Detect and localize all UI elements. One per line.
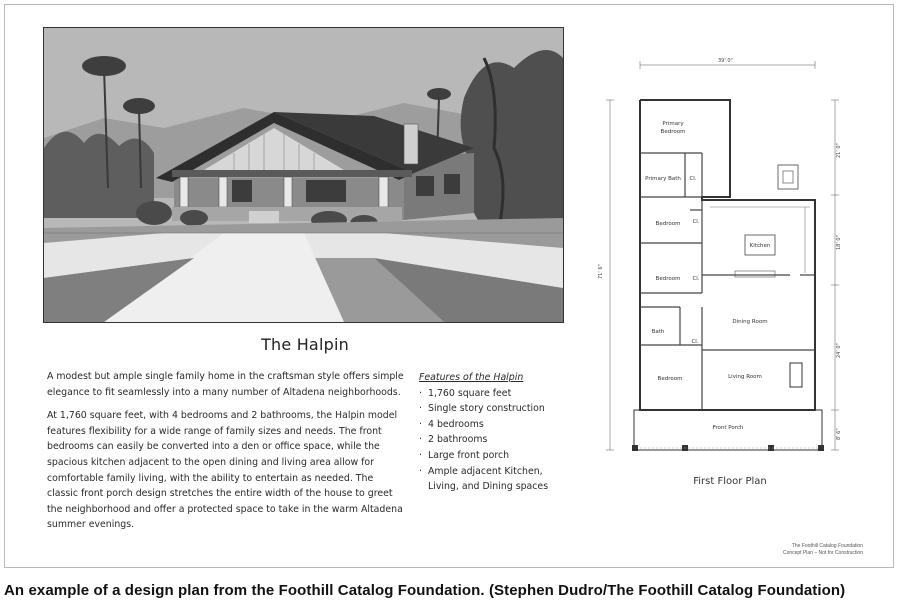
dimension-front: 24' 0": [836, 343, 842, 358]
room-porch: Front Porch: [712, 425, 744, 431]
room-closet: Cl.: [692, 276, 700, 282]
room-bedroom: Bedroom: [655, 276, 681, 282]
feature-item: · Ample adjacent Kitchen, Living, and Dining spaces: [419, 464, 569, 495]
features-heading: Features of the Halpin: [419, 372, 524, 383]
floor-plan-caption: First Floor Plan: [693, 476, 767, 487]
room-kitchen: Kitchen: [749, 243, 771, 249]
room-dining: Dining Room: [732, 319, 768, 325]
credit-line: Concept Plan – Not for Construction: [782, 550, 863, 556]
features-list: [419, 370, 569, 495]
description-details: At 1,760 square feet, with 4 bedrooms and 2 bathrooms, the Halpin model features flexibility for a wide range of family sizes and needs. The front bedrooms can easily be converted into a den or office space, while the spacious kitchen adjacent to the open dining and living area allow for comfortable family living, with the ability to entertain as needed. The classic front porch design stretches the entire width of the house to greet the neighborhood and offer a protected space to take in the warm Altadena summer evenings.: [47, 410, 403, 531]
house-title: The Halpin: [261, 335, 349, 354]
dimension-width: 39' 0": [718, 58, 733, 64]
house-description: [47, 369, 407, 541]
room-closet: Cl.: [691, 339, 699, 345]
plan-sheet: [4, 4, 894, 568]
dimension-middle: 18' 0": [836, 235, 842, 250]
room-bath: Bath: [651, 329, 665, 335]
room-primary-bath: Primary Bath: [645, 176, 681, 182]
foundation-credit: [783, 543, 863, 557]
room-closet: Cl.: [692, 219, 700, 225]
room-closet: Cl.: [689, 176, 697, 182]
floor-plan: [590, 45, 855, 465]
room-bedroom: Bedroom: [657, 376, 683, 382]
house-rendering: [43, 27, 564, 323]
dimension-porch: 8' 6": [836, 428, 842, 440]
room-bedroom: Bedroom: [655, 221, 681, 227]
description-intro: A modest but ample single family home in the craftsman style offers simple elegance to fit seamlessly into a many number of Altadena neighborhoods.: [47, 371, 404, 398]
room-primary-bedroom-line2: Bedroom: [660, 129, 686, 135]
room-living: Living Room: [728, 374, 762, 380]
room-primary-bedroom-line1: Primary: [662, 121, 684, 127]
feature-item: · 1,760 square feet: [419, 386, 569, 402]
feature-item: · 2 bathrooms: [419, 432, 569, 448]
dimension-rear: 21' 0": [836, 143, 842, 158]
feature-item: · Single story construction: [419, 401, 569, 417]
feature-item: · Large front porch: [419, 448, 569, 464]
feature-item: · 4 bedrooms: [419, 417, 569, 433]
image-caption: An example of a design plan from the Foothill Catalog Foundation. (Stephen Dudro/The Foothill Catalog Foundation): [4, 582, 846, 599]
credit-line: The Foothill Catalog Foundation: [791, 543, 863, 549]
dimension-depth: 71' 6": [598, 264, 604, 279]
